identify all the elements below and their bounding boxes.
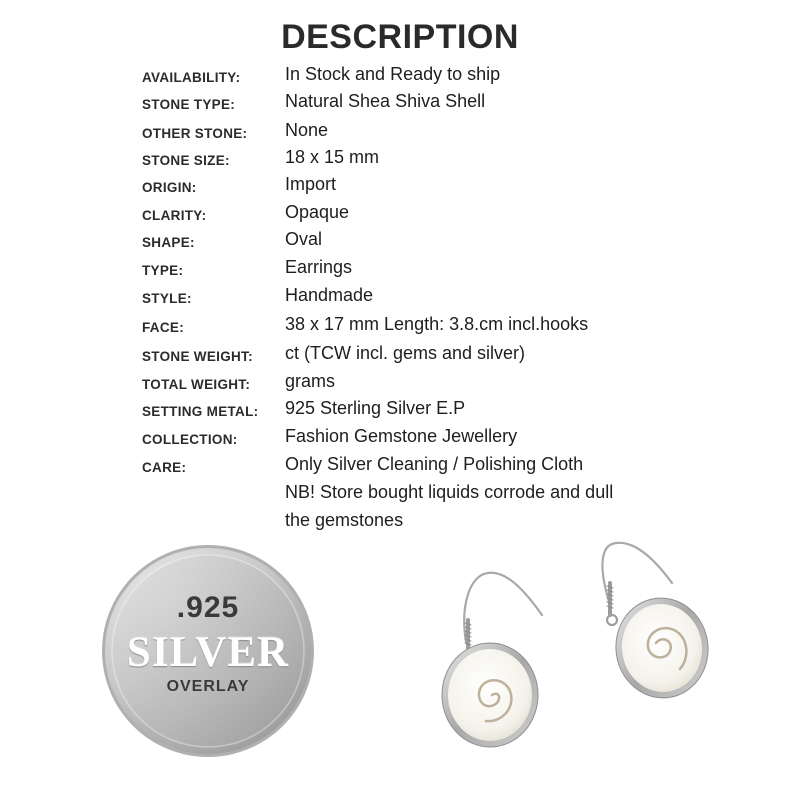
care-note: the gemstones	[285, 510, 404, 530]
spec-value: 38 x 17 mm Length: 3.8.cm incl.hooks	[285, 314, 589, 334]
earrings-image	[430, 535, 710, 790]
spec-label: FACE:	[142, 320, 184, 335]
spec-value: Fashion Gemstone Jewellery	[285, 426, 518, 446]
spec-value: 925 Sterling Silver E.P	[285, 398, 466, 418]
spec-row-total-weight	[0, 371, 800, 395]
spec-row-shape	[0, 229, 800, 253]
spec-row-origin	[0, 174, 800, 198]
spec-row-collection	[0, 426, 800, 450]
spec-label: COLLECTION:	[142, 432, 238, 447]
spec-label: CLARITY:	[142, 208, 207, 223]
spec-label: STYLE:	[142, 291, 192, 306]
spec-label: CARE:	[142, 460, 187, 475]
spec-label: OTHER STONE:	[142, 126, 248, 141]
spec-label: SHAPE:	[142, 235, 195, 250]
spec-value: Oval	[285, 229, 323, 249]
right-shell	[609, 592, 710, 704]
spec-value: ct (TCW incl. gems and silver)	[285, 343, 526, 363]
spec-row-availability	[0, 64, 800, 88]
left-shell	[442, 643, 538, 747]
spec-row-style	[0, 285, 800, 309]
spec-value: 18 x 15 mm	[285, 147, 380, 167]
spec-label: TYPE:	[142, 263, 184, 278]
spec-value: Earrings	[285, 257, 353, 277]
spec-row-stone-size	[0, 147, 800, 171]
spec-row-face	[0, 314, 800, 338]
spec-label: ORIGIN:	[142, 180, 197, 195]
spec-row-clarity	[0, 202, 800, 226]
spec-value: None	[285, 120, 329, 140]
badge-purity: .925	[176, 591, 240, 624]
spec-value: Import	[285, 174, 337, 194]
spec-row-stone-type	[0, 91, 800, 115]
spec-label: STONE SIZE:	[142, 153, 230, 168]
spec-label: STONE TYPE:	[142, 97, 236, 112]
spec-row-care	[0, 454, 800, 478]
spec-label: TOTAL WEIGHT:	[142, 377, 251, 392]
spec-label: AVAILABILITY:	[142, 70, 241, 85]
badge-metal: SILVER	[126, 629, 290, 676]
care-note: NB! Store bought liquids corrode and dull	[285, 482, 614, 502]
spec-row-type	[0, 257, 800, 281]
spec-label: STONE WEIGHT:	[142, 349, 253, 364]
badge-finish: OVERLAY	[166, 678, 250, 695]
spec-value: Only Silver Cleaning / Polishing Cloth	[285, 454, 584, 474]
spec-row-stone-weight	[0, 343, 800, 367]
spec-row-other-stone	[0, 120, 800, 144]
page-title: DESCRIPTION	[281, 18, 519, 56]
spec-label: SETTING METAL:	[142, 404, 259, 419]
spec-value: Natural Shea Shiva Shell	[285, 91, 486, 111]
spec-value: Opaque	[285, 202, 350, 222]
spec-row-setting-metal	[0, 398, 800, 422]
spec-value: grams	[285, 371, 336, 391]
spec-value: In Stock and Ready to ship	[285, 64, 501, 84]
spec-value: Handmade	[285, 285, 374, 305]
